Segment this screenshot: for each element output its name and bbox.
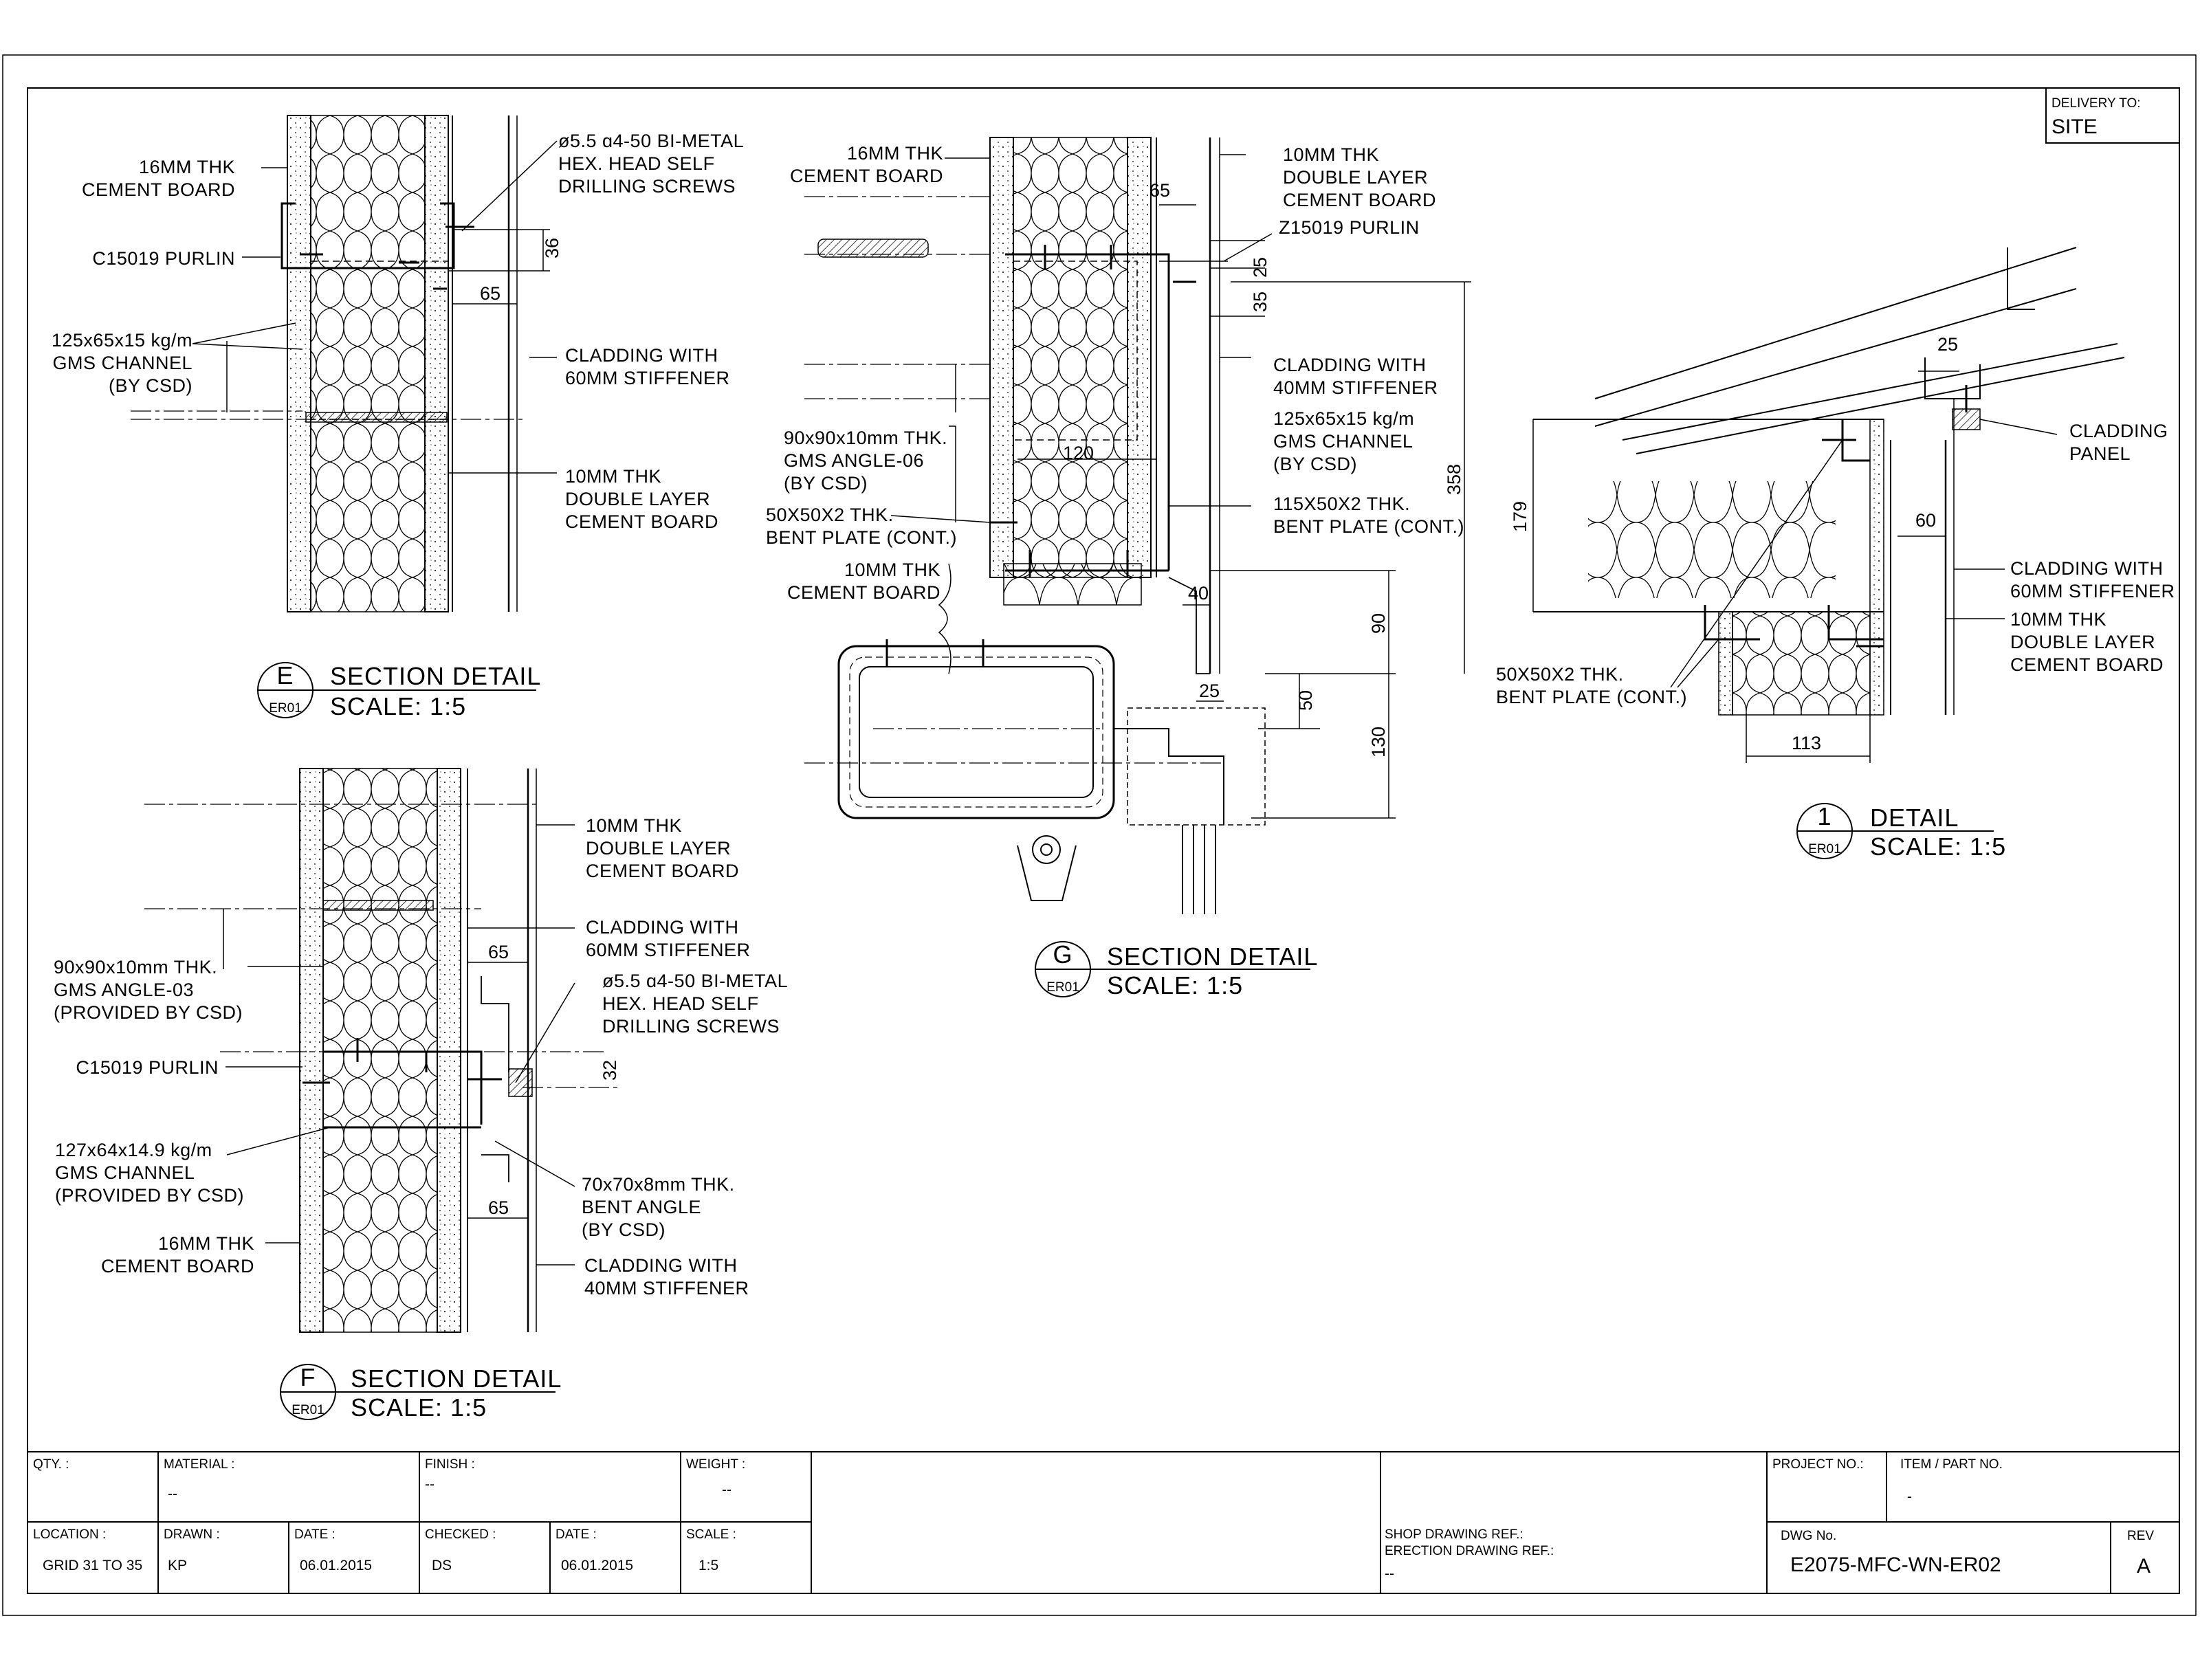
- f-scale: SCALE: 1:5: [351, 1393, 487, 1422]
- material-value: --: [168, 1486, 177, 1502]
- d1-scale: SCALE: 1:5: [1870, 832, 2007, 861]
- f-channel-line1: 127x64x14.9 kg/m: [55, 1140, 212, 1160]
- g-dim-35: 35: [1250, 291, 1270, 312]
- f-angle-line1: 90x90x10mm THK.: [54, 957, 218, 977]
- checked-value: DS: [432, 1558, 452, 1573]
- e-board-line2: CEMENT BOARD: [81, 179, 235, 200]
- e-cladding-line2: 60MM STIFFENER: [565, 368, 730, 388]
- f-double-line2: DOUBLE LAYER: [586, 838, 732, 859]
- g-dim-120: 120: [1063, 443, 1094, 463]
- e-screws-line2: HEX. HEAD SELF: [558, 153, 715, 174]
- f-channel-line2: GMS CHANNEL: [55, 1162, 195, 1183]
- d1-cladding60-line1: CLADDING WITH: [2010, 558, 2164, 579]
- f-channel-line3: (PROVIDED BY CSD): [55, 1185, 245, 1206]
- date-value: 06.01.2015: [300, 1558, 373, 1573]
- f-dim-65b: 65: [488, 1197, 509, 1218]
- e-channel-line3: (BY CSD): [108, 375, 192, 396]
- f-screws-line3: DRILLING SCREWS: [602, 1016, 780, 1037]
- d1-dim-25: 25: [1937, 334, 1959, 355]
- e-screws-line3: DRILLING SCREWS: [558, 176, 736, 197]
- e-dim-65: 65: [480, 283, 501, 304]
- d1-dim-113: 113: [1792, 733, 1822, 753]
- erection-ref-label: ERECTION DRAWING REF.:: [1385, 1544, 1554, 1558]
- f-board-line1: 16MM THK: [157, 1233, 254, 1254]
- section-g-detail: [766, 137, 1471, 999]
- f-purlin-label: C15019 PURLIN: [76, 1057, 219, 1078]
- finish-value: --: [425, 1477, 434, 1492]
- qty-label: QTY. :: [33, 1457, 69, 1472]
- drawn-label: DRAWN :: [164, 1527, 220, 1542]
- g-channel-line2: GMS CHANNEL: [1273, 431, 1414, 452]
- f-cladding60-line2: 60MM STIFFENER: [586, 940, 751, 960]
- svg-text:16MM THK: [139, 157, 235, 177]
- item-label: ITEM / PART NO.: [1900, 1457, 2003, 1472]
- delivery-label: DELIVERY TO:: [2052, 96, 2141, 111]
- g-board-line1: 16MM THK: [846, 143, 943, 164]
- f-angle-line2: GMS ANGLE-03: [54, 980, 195, 1000]
- g-double-line3: CEMENT BOARD: [1283, 190, 1437, 210]
- g-board-line2: CEMENT BOARD: [789, 166, 943, 186]
- d1-ref: ER01: [1808, 842, 1841, 856]
- g-dim-130: 130: [1368, 726, 1389, 758]
- g-bentplate-line1: 50X50X2 THK.: [766, 505, 894, 525]
- e-board-line1: 16MM THK: [138, 157, 235, 177]
- f-screws-line2: HEX. HEAD SELF: [602, 993, 759, 1014]
- e-letter: E: [276, 661, 294, 689]
- f-angle-line3: (PROVIDED BY CSD): [54, 1002, 243, 1023]
- g-angle-line3: (BY CSD): [784, 473, 868, 494]
- date2-value: 06.01.2015: [561, 1558, 634, 1573]
- date-label: DATE :: [294, 1527, 336, 1542]
- g-letter: G: [1053, 940, 1073, 969]
- g-dim-90: 90: [1368, 612, 1389, 634]
- f-bent-line2: BENT ANGLE: [582, 1197, 702, 1217]
- e-ref: ER01: [269, 701, 302, 716]
- scale-value: 1:5: [698, 1558, 719, 1573]
- e-double-line3: CEMENT BOARD: [565, 511, 719, 532]
- d1-dim-60: 60: [1915, 510, 1937, 531]
- weight-label: WEIGHT :: [686, 1457, 746, 1472]
- g-dim-65: 65: [1150, 180, 1171, 201]
- dwg-label: DWG No.: [1781, 1529, 1837, 1543]
- checked-label: CHECKED :: [425, 1527, 496, 1542]
- g-board10-line1: 10MM THK: [844, 560, 940, 580]
- d1-bentplate-line1: 50X50X2 THK.: [1496, 664, 1624, 685]
- e-dim-36: 36: [542, 237, 562, 258]
- d1-dim-179: 179: [1510, 500, 1530, 532]
- d1-double-line2: DOUBLE LAYER: [2010, 632, 2156, 652]
- d1-panel-line2: PANEL: [2069, 443, 2131, 464]
- location-label: LOCATION :: [33, 1527, 107, 1542]
- e-screws-line1: ø5.5 ɑ4-50 BI-METAL: [558, 131, 745, 151]
- f-bent-line1: 70x70x8mm THK.: [582, 1174, 735, 1195]
- g-dim-40: 40: [1188, 583, 1209, 604]
- dwg-value: E2075-MFC-WN-ER02: [1790, 1554, 2001, 1576]
- f-screws-line1: ø5.5 ɑ4-50 BI-METAL: [602, 971, 789, 991]
- g-dim-25a: 25: [1250, 256, 1270, 278]
- g-ref: ER01: [1046, 980, 1079, 995]
- d1-double-line3: CEMENT BOARD: [2010, 654, 2164, 675]
- g-double-line1: 10MM THK: [1283, 144, 1380, 165]
- g-bentplate115-line1: 115X50X2 THK.: [1273, 494, 1411, 514]
- d1-cladding60-line2: 60MM STIFFENER: [2010, 581, 2175, 601]
- weight-value: --: [722, 1482, 732, 1498]
- d1-title: DETAIL: [1870, 804, 1959, 832]
- g-cladding40-line1: CLADDING WITH: [1273, 355, 1427, 375]
- e-channel-line2: GMS CHANNEL: [52, 353, 192, 373]
- delivery-box: [2046, 88, 2179, 143]
- f-board-line2: CEMENT BOARD: [100, 1256, 254, 1276]
- location-value: GRID 31 TO 35: [43, 1558, 143, 1573]
- e-double-line1: 10MM THK: [565, 466, 662, 487]
- g-bentplate-line2: BENT PLATE (CONT.): [766, 527, 958, 548]
- rev-label: REV: [2127, 1529, 2155, 1543]
- g-board10-line2: CEMENT BOARD: [786, 582, 940, 603]
- g-bentplate115-line2: BENT PLATE (CONT.): [1273, 516, 1465, 537]
- shop-ref-label: SHOP DRAWING REF.:: [1385, 1527, 1524, 1542]
- delivery-value: SITE: [2052, 115, 2098, 138]
- section-e-detail: [52, 115, 744, 720]
- g-angle-line1: 90x90x10mm THK.: [784, 428, 948, 448]
- g-channel-line3: (BY CSD): [1273, 454, 1358, 474]
- g-zpurlin-label: Z15019 PURLIN: [1279, 217, 1420, 238]
- f-cladding60-line1: CLADDING WITH: [586, 917, 739, 938]
- project-no-label: PROJECT NO.:: [1772, 1457, 1864, 1472]
- g-dim-358: 358: [1444, 463, 1464, 495]
- g-double-line2: DOUBLE LAYER: [1283, 167, 1429, 188]
- d1-bentplate-line2: BENT PLATE (CONT.): [1496, 687, 1688, 707]
- e-scale: SCALE: 1:5: [330, 692, 467, 720]
- g-cladding40-line2: 40MM STIFFENER: [1273, 377, 1438, 398]
- f-letter: F: [300, 1363, 316, 1391]
- f-cladding40-line2: 40MM STIFFENER: [584, 1278, 749, 1298]
- material-label: MATERIAL :: [164, 1457, 235, 1472]
- drawn-value: KP: [168, 1558, 188, 1573]
- title-block-text: [33, 1457, 2154, 1582]
- g-angle-line2: GMS ANGLE-06: [784, 450, 925, 471]
- f-dim-32: 32: [600, 1059, 620, 1081]
- finish-label: FINISH :: [425, 1457, 475, 1472]
- g-title: SECTION DETAIL: [1107, 942, 1319, 971]
- d1-panel-line1: CLADDING: [2069, 421, 2168, 441]
- g-scale: SCALE: 1:5: [1107, 971, 1244, 999]
- f-double-line3: CEMENT BOARD: [586, 861, 740, 881]
- erection-ref-value: --: [1385, 1566, 1394, 1582]
- e-double-line2: DOUBLE LAYER: [565, 489, 711, 509]
- scale-label: SCALE :: [686, 1527, 736, 1542]
- svg-text:CEMENT BOARD: [82, 179, 235, 200]
- e-cladding-line1: CLADDING WITH: [565, 345, 718, 366]
- g-channel-line1: 125x65x15 kg/m: [1273, 408, 1415, 429]
- g-dim-25b: 25: [1199, 681, 1220, 701]
- f-bent-line3: (BY CSD): [582, 1219, 666, 1240]
- f-ref: ER01: [292, 1403, 324, 1417]
- e-channel-line1: 125x65x15 kg/m: [51, 330, 192, 351]
- detail-1: [1496, 247, 2175, 861]
- e-title: SECTION DETAIL: [330, 662, 542, 690]
- d1-double-line1: 10MM THK: [2010, 609, 2107, 630]
- date2-label: DATE :: [556, 1527, 597, 1542]
- d1-letter: 1: [1817, 802, 1832, 830]
- rev-value: A: [2137, 1555, 2151, 1578]
- item-value: -: [1907, 1489, 1912, 1505]
- f-title: SECTION DETAIL: [351, 1364, 562, 1393]
- g-dim-50: 50: [1295, 689, 1316, 711]
- f-cladding40-line1: CLADDING WITH: [584, 1255, 738, 1276]
- section-f-detail: [54, 769, 788, 1422]
- f-double-line1: 10MM THK: [586, 815, 683, 836]
- f-dim-65a: 65: [488, 942, 509, 962]
- e-purlin-label: C15019 PURLIN: [92, 248, 235, 269]
